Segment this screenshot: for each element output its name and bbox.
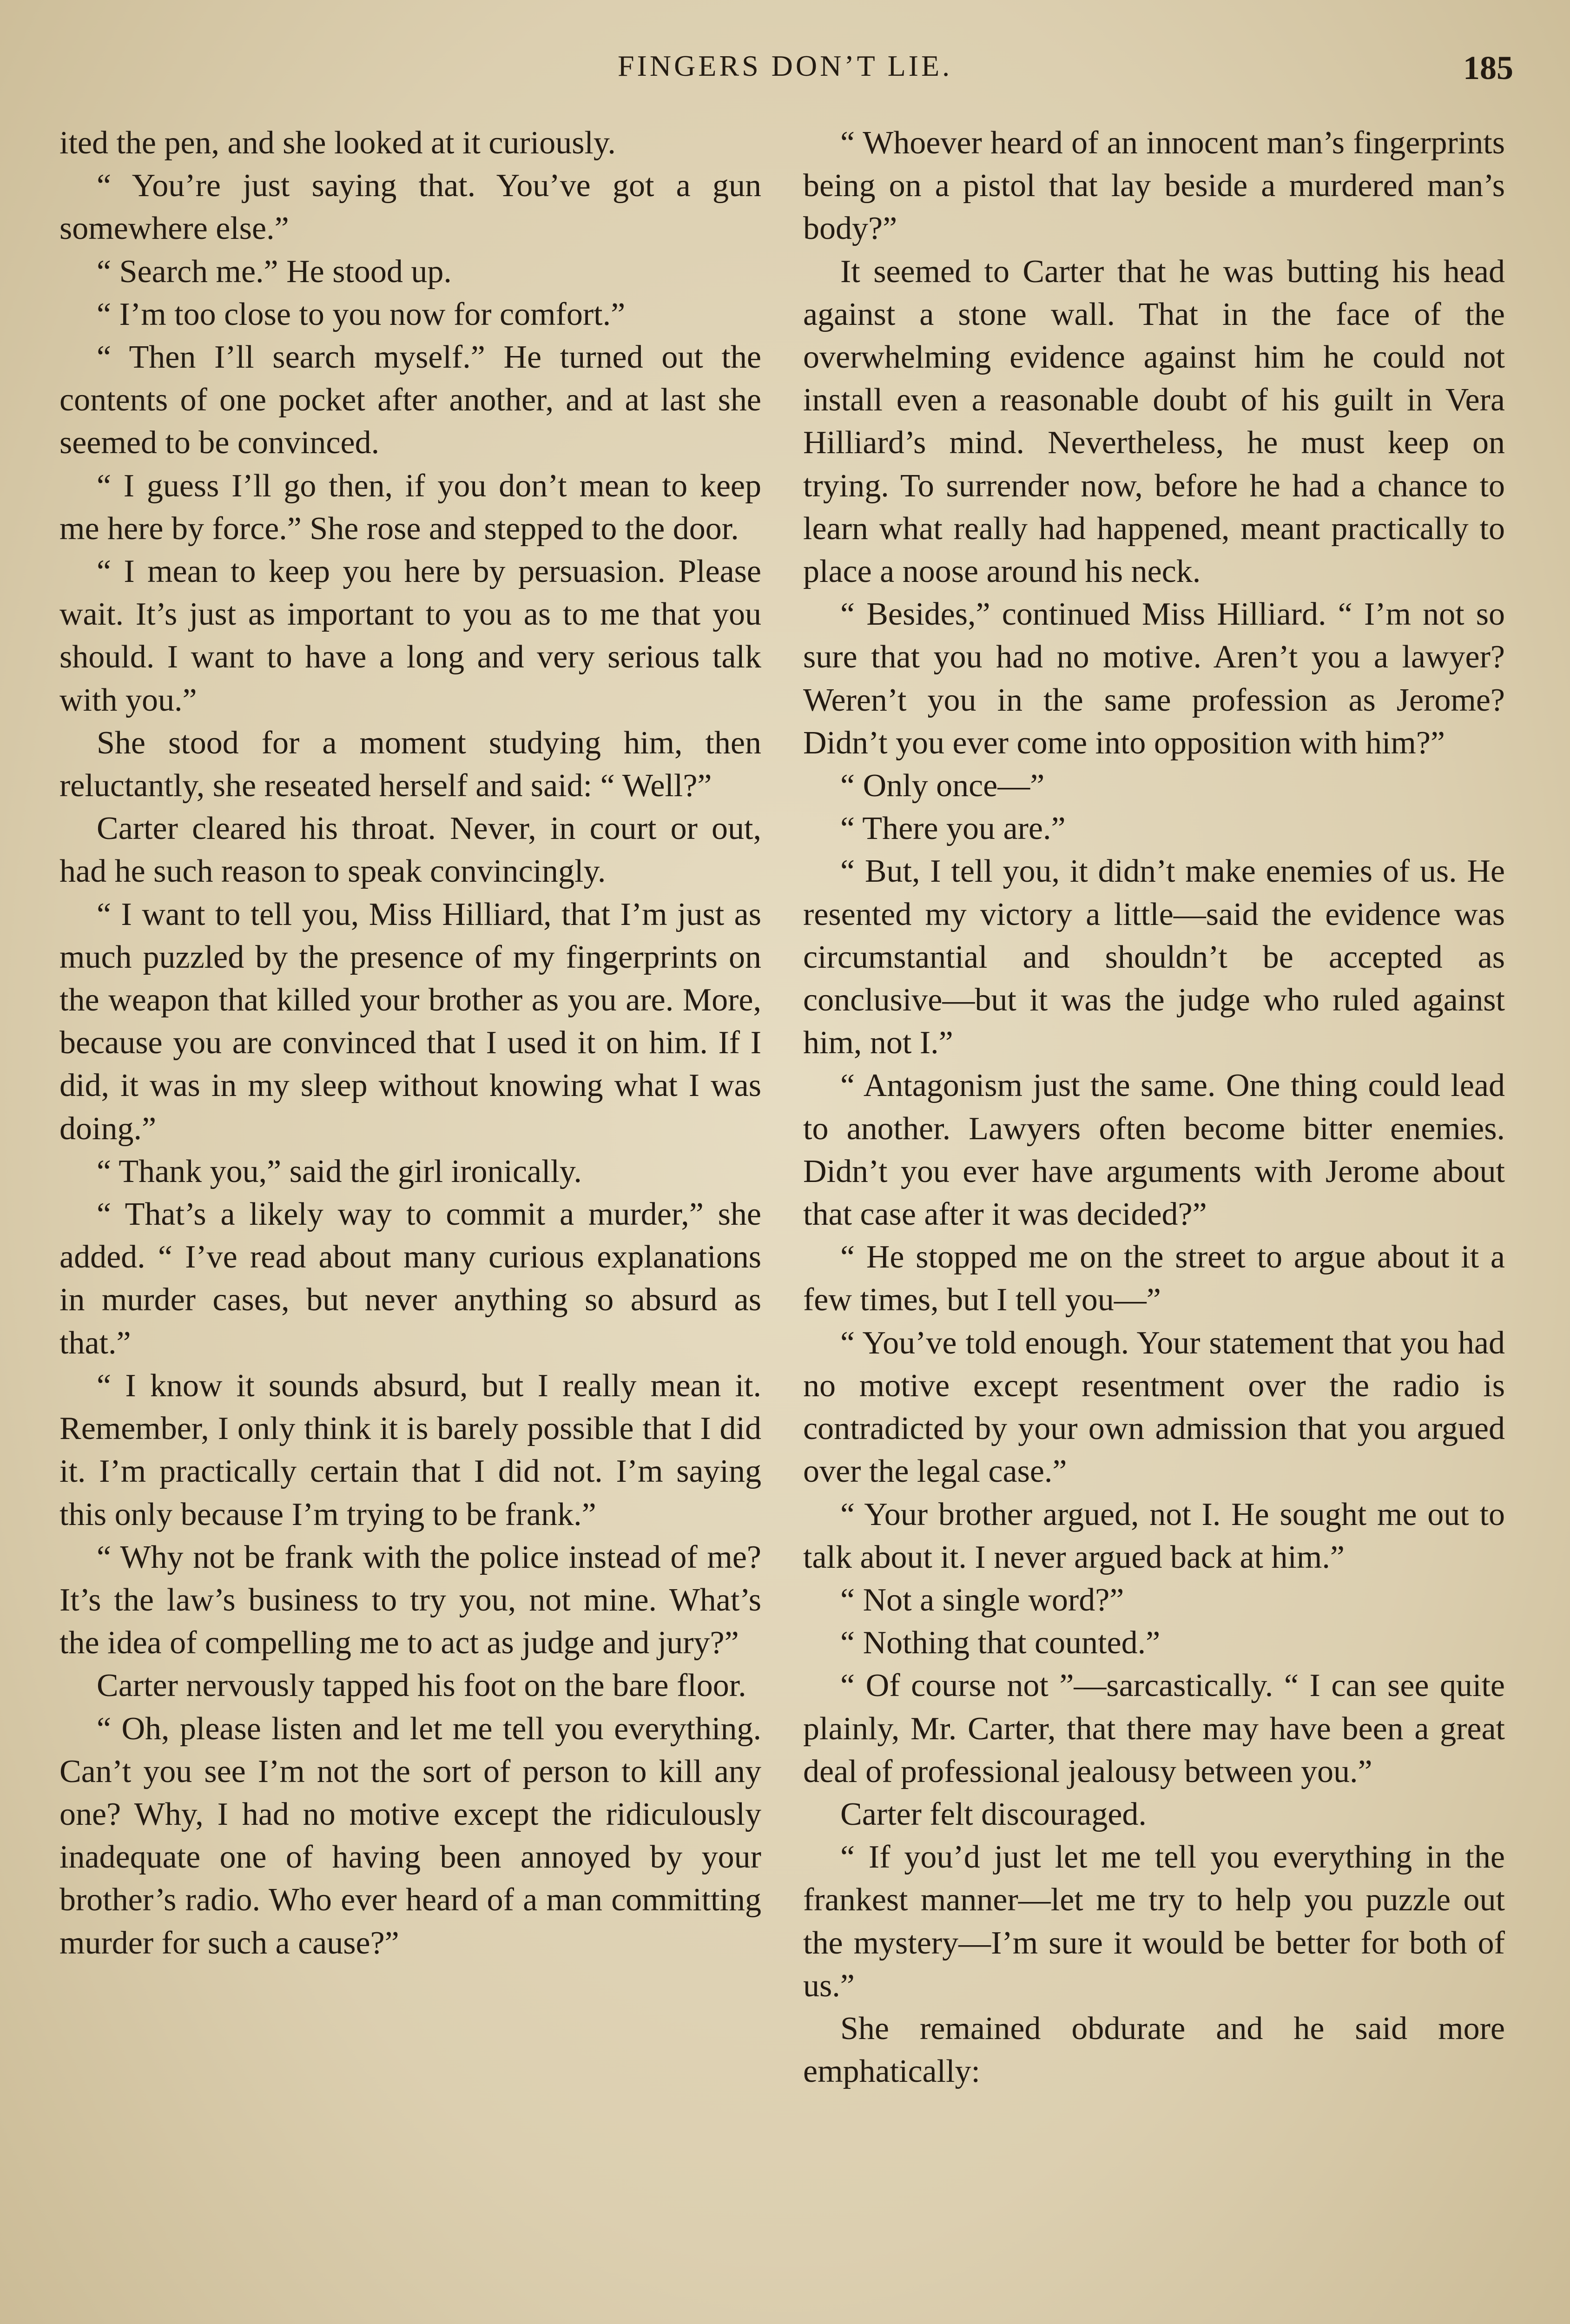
paragraph: Carter nervously tapped his foot on the bare floor. — [97, 1668, 746, 1704]
paragraph: “ Antagonism just the same. One thing could lead to another. Lawyers often become bitter enemies. Didn’t you ever have arguments with Jerome about that case after it was decided?” — [803, 1068, 1505, 1233]
paragraph: “ Not a single word?” — [840, 1582, 1124, 1618]
paragraph: “ You’re just saying that. You’ve got a gun somewhere else.” — [59, 168, 761, 247]
paragraph: She stood for a moment studying him, then reluctantly, she reseated herself and said: “ Well?” — [59, 725, 761, 804]
paragraph: “ He stopped me on the street to argue about it a few times, but I tell you—” — [803, 1239, 1505, 1318]
paragraph: Carter felt discouraged. — [840, 1796, 1147, 1832]
paragraph: “ Whoever heard of an innocent man’s fingerprints being on a pistol that lay beside a murdered man’s body?” — [803, 125, 1505, 247]
paragraph: “ But, I tell you, it didn’t make enemies of us. He resented my victory a little—said the evidence was circumstantial and shouldn’t be accepted as conclusive—but it was the judge who ruled against him, not I.” — [803, 853, 1505, 1061]
paragraph: “ Nothing that counted.” — [840, 1625, 1161, 1661]
paragraph: “ You’ve told enough. Your statement that you had no motive except resentment over the radio is contradicted by your own admission that you argued over the legal case.” — [803, 1325, 1505, 1490]
left-column — [59, 122, 761, 1965]
paragraph: “ I mean to keep you here by persuasion. Please wait. It’s just as important to you as to me that you should. I want to have a long and very serious talk with you.” — [59, 554, 761, 718]
paragraph: “ Of course not ”—sarcastically. “ I can see quite plainly, Mr. Carter, that there may have been a great deal of professional jealousy between you.” — [803, 1668, 1505, 1789]
paragraph: ited the pen, and she looked at it curiously. — [59, 125, 616, 161]
page-header — [0, 49, 1570, 100]
paragraph: “ Oh, please listen and let me tell you everything. Can’t you see I’m not the sort of person to kill any one? Why, I had no motive except the ridiculously inadequate one of having been annoyed by your brother’s radio. Who ever heard of a man committing murder for such a cause?” — [59, 1710, 761, 1961]
paragraph: “ I guess I’ll go then, if you don’t mean to keep me here by force.” She rose and stepped to the door. — [59, 468, 761, 547]
paragraph: “ I’m too close to you now for comfort.” — [97, 296, 626, 332]
paragraph: “ I want to tell you, Miss Hilliard, that I’m just as much puzzled by the presence of my fingerprints on the weapon that killed your brother as you are. More, because you are convinced that I used it on him. If I did, it was in my sleep without knowing what I was doing.” — [59, 896, 761, 1147]
paragraph: “ Your brother argued, not I. He sought me out to talk about it. I never argued back at him.” — [803, 1496, 1505, 1575]
paragraph: “ That’s a likely way to commit a murder,” she added. “ I’ve read about many curious explanations in murder cases, but never anything so absurd as that.” — [59, 1196, 761, 1361]
paragraph: “ Only once—” — [840, 768, 1045, 804]
right-column — [803, 122, 1505, 2093]
page-number: 185 — [1463, 49, 1513, 86]
paragraph: “ There you are.” — [840, 811, 1066, 847]
paragraph: “ If you’d just let me tell you everything in the frankest manner—let me try to help you puzzle out the mystery—I’m sure it would be better for both of us.” — [803, 1839, 1505, 2004]
paragraph: “ I know it sounds absurd, but I really mean it. Remember, I only think it is barely possible that I did it. I’m practically certain that I did not. I’m saying this only because I’m trying to be frank.” — [59, 1367, 761, 1532]
paragraph: “ Besides,” continued Miss Hilliard. “ I’m not so sure that you had no motive. Aren’t you a lawyer? Weren’t you in the same profession as Jerome? Didn’t you ever come into opposition with him?” — [803, 596, 1505, 761]
paragraph: “ Then I’ll search myself.” He turned out the contents of one pocket after another, and at last she seemed to be convinced. — [59, 339, 761, 461]
paragraph: “ Why not be frank with the police instead of me? It’s the law’s business to try you, not mine. What’s the idea of compelling me to act as judge and jury?” — [59, 1539, 761, 1661]
paragraph: “ Search me.” He stood up. — [97, 253, 452, 290]
paragraph: She remained obdurate and he said more emphatically: — [803, 2010, 1505, 2090]
running-head: FINGERS DON’T LIE. — [617, 49, 953, 82]
paragraph: “ Thank you,” said the girl ironically. — [97, 1153, 582, 1189]
paragraph: Carter cleared his throat. Never, in court or out, had he such reason to speak convincingly. — [59, 811, 761, 890]
paragraph: It seemed to Carter that he was butting his head against a stone wall. That in the face of the overwhelming evidence against him he could not install even a reasonable doubt of his guilt in Vera Hilliard’s mind. Nevertheless, he must keep on trying. To surrender now, before he had a chance to learn what really had happened, meant practically to place a noose around his neck. — [803, 253, 1505, 590]
